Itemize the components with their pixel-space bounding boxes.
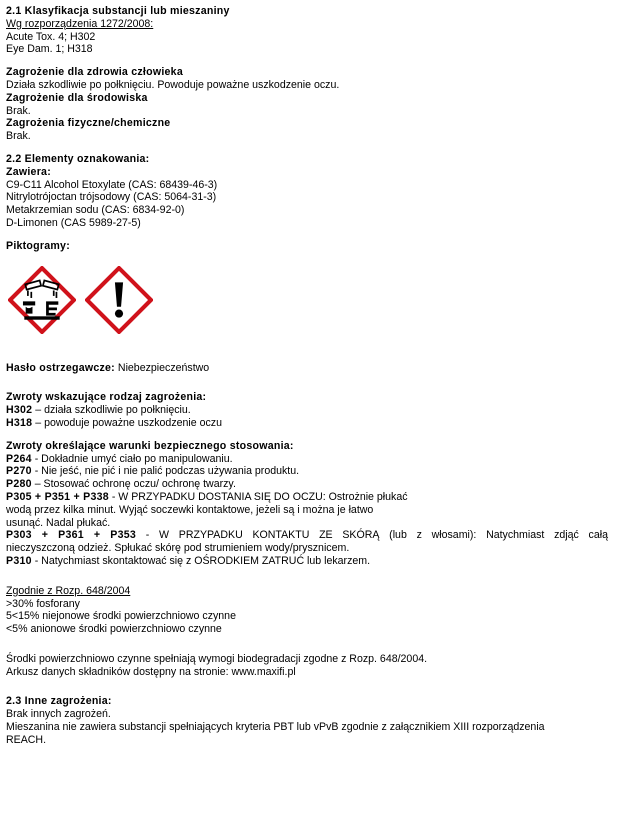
ingredient-item: C9-C11 Alcohol Etoxylate (CAS: 68439-46-3) — [6, 178, 218, 191]
precautionary-statement — [6, 555, 622, 568]
precautionary-statement — [6, 491, 622, 504]
precaution-text: - Nie jeść, nie pić i nie palić podczas używania produktu. — [31, 465, 300, 478]
precaution-continuation: wodą przez kilka minut. Wyjąć soczewki kontaktowe, jeżeli są i można je łatwo — [6, 503, 374, 516]
biodegradation-note: Środki powierzchniowo czynne spełniają wymogi biodegradacji zgodne z Rozp. 648/2004. — [6, 652, 428, 665]
other-hazards-text: Brak innych zagrożeń. — [6, 708, 111, 721]
section-2-1-heading: 2.1 Klasyfikacja substancji lub mieszaniny — [6, 5, 230, 17]
precautionary-statement — [6, 465, 622, 478]
precaution-text: - Dokładnie umyć ciało po manipulowaniu. — [31, 452, 233, 465]
hazard-statements-heading: Zwroty wskazujące rodzaj zagrożenia: — [6, 391, 207, 404]
precautionary-statement — [6, 529, 608, 542]
classification-eye-dam: Eye Dam. 1; H318 — [6, 43, 93, 56]
environment-hazard-heading: Zagrożenie dla środowiska — [6, 91, 148, 104]
precaution-continuation: nieczyszczoną odzież. Spłukać skórę pod strumieniem wody/prysznicem. — [6, 542, 350, 555]
ingredient-item: D-Limonen (CAS 5989-27-5) — [6, 216, 141, 229]
health-hazard-text: Działa szkodliwie po połknięciu. Powoduje poważne uszkodzenie oczu. — [6, 78, 340, 91]
section-2-2-heading: 2.2 Elementy oznakowania: — [6, 152, 150, 165]
hazard-statement — [6, 404, 622, 417]
corrosion-icon — [8, 266, 76, 334]
precaution-code: P280 — [6, 478, 32, 491]
composition-item: <5% anionowe środki powierzchniowo czynne — [6, 623, 222, 636]
precaution-code: P305 + P351 + P338 — [6, 490, 109, 503]
detergent-regulation-heading: Zgodnie z Rozp. 648/2004 — [6, 584, 131, 597]
composition-item: >30% fosforany — [6, 597, 80, 610]
pictograms-heading: Piktogramy: — [6, 239, 70, 252]
ingredient-item: Metakrzemian sodu (CAS: 6834-92-0) — [6, 204, 185, 217]
ingredient-item: Nitrylotrójoctan trójsodowy (CAS: 5064-31-3) — [6, 191, 217, 204]
pbt-vpvb-text: Mieszanina nie zawiera substancji spełniających kryteria PBT lub vPvB zgodnie z załącznikiem XIII rozporządzenia — [6, 721, 545, 734]
precaution-text: - W PRZYPADKU DOSTANIA SIĘ DO OCZU: Ostrożnie płukać — [108, 490, 408, 503]
precaution-code: P270 — [6, 465, 32, 478]
ingredients-sheet-note: Arkusz danych składników dostępny na stronie: www.maxifi.pl — [6, 665, 296, 678]
signal-word-label: Hasło ostrzegawcze: — [6, 361, 115, 374]
hazard-code: H318 — [6, 416, 33, 429]
regulation-reference: Wg rozporządzenia 1272/2008: — [6, 17, 154, 30]
precaution-text: – Stosować ochronę oczu/ ochronę twarzy. — [31, 478, 236, 491]
hazard-code: H302 — [6, 404, 33, 417]
hazard-statement — [6, 417, 622, 430]
precaution-text: - Natychmiast skontaktować się z OŚRODKIEM ZATRUĆ lub lekarzem. — [31, 554, 371, 567]
pictogram-row — [6, 255, 622, 345]
pbt-vpvb-text-continued: REACH. — [6, 733, 47, 746]
physical-hazard-heading: Zagrożenia fizyczne/chemiczne — [6, 117, 171, 130]
precautionary-statement — [6, 478, 622, 491]
exclamation-mark-icon — [85, 266, 153, 334]
precautionary-heading: Zwroty określające warunki bezpiecznego stosowania: — [6, 439, 294, 452]
signal-word-line — [6, 362, 622, 375]
health-hazard-heading: Zagrożenie dla zdrowia człowieka — [6, 66, 183, 79]
classification-acute-tox: Acute Tox. 4; H302 — [6, 30, 96, 43]
precaution-code: P310 — [6, 554, 32, 567]
precaution-continuation: usunąć. Nadal płukać. — [6, 516, 111, 529]
contains-heading: Zawiera: — [6, 165, 51, 178]
hazard-text: – powoduje poważne uszkodzenie oczu — [32, 416, 222, 429]
precaution-code: P303 + P361 + P353 — [6, 529, 137, 542]
signal-word-value: Niebezpieczeństwo — [114, 361, 210, 374]
sds-section-2 — [6, 5, 622, 747]
physical-hazard-text: Brak. — [6, 130, 31, 143]
section-2-3-heading: 2.3 Inne zagrożenia: — [6, 695, 112, 708]
hazard-text: – działa szkodliwie po połknięciu. — [32, 404, 191, 417]
precaution-text: - W PRZYPADKU KONTAKTU ZE SKÓRĄ (lub z włosami): Natychmiast zdjąć całą — [136, 529, 608, 542]
composition-item: 5<15% niejonowe środki powierzchniowo czynne — [6, 610, 236, 623]
precaution-code: P264 — [6, 452, 32, 465]
precautionary-statement — [6, 453, 622, 466]
environment-hazard-text: Brak. — [6, 104, 31, 117]
